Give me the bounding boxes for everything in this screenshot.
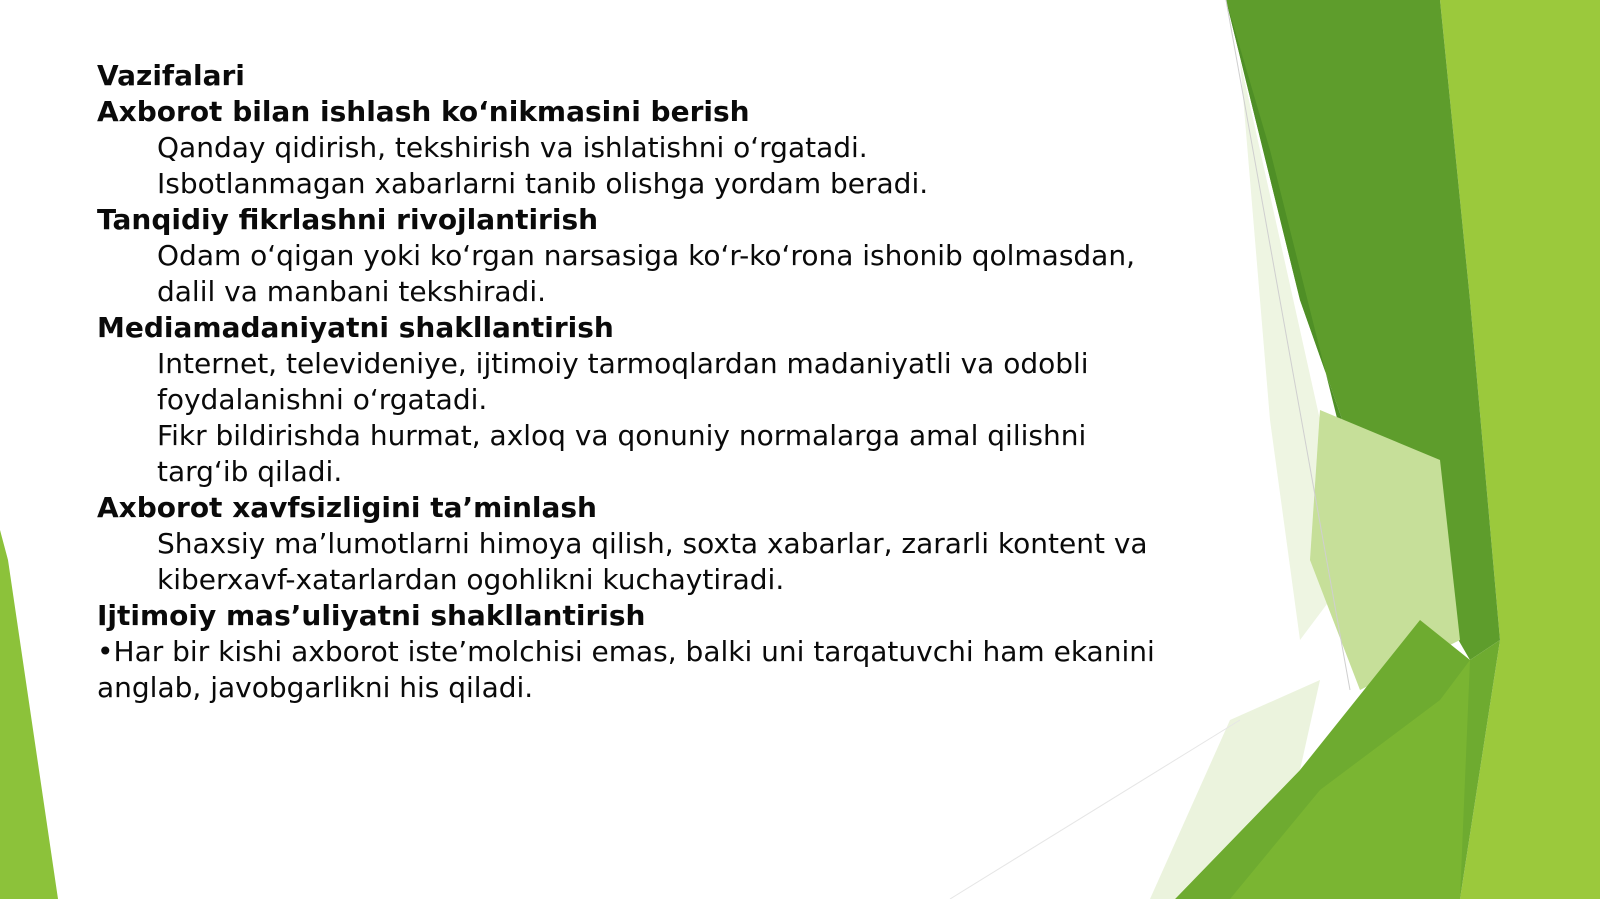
section-heading: Axborot xavfsizligini ta’minlash bbox=[97, 491, 597, 524]
indented-line: Qanday qidirish, tekshirish va ishlatishni o‘rgatadi. bbox=[157, 131, 868, 164]
slide-body bbox=[97, 58, 1207, 706]
left-green-sliver bbox=[0, 530, 58, 899]
body-line: anglab, javobgarlikni his qiladi. bbox=[97, 671, 534, 704]
slide-title: Vazifalari bbox=[97, 59, 245, 92]
section-heading: Tanqidiy fikrlashni rivojlantirish bbox=[97, 203, 599, 236]
body-line: •Har bir kishi axborot iste’molchisi emas, balki uni tarqatuvchi ham ekanini bbox=[97, 635, 1155, 668]
indented-line: Odam o‘qigan yoki ko‘rgan narsasiga ko‘r-ko‘rona ishonib qolmasdan, bbox=[157, 239, 1135, 272]
slide-lines bbox=[97, 94, 1207, 706]
section-heading: Ijtimoiy mas’uliyatni shakllantirish bbox=[97, 599, 646, 632]
indented-line: targ‘ib qiladi. bbox=[157, 455, 343, 488]
indented-line: Internet, televideniye, ijtimoiy tarmoqlardan madaniyatli va odobli bbox=[157, 347, 1089, 380]
section-heading: Mediamadaniyatni shakllantirish bbox=[97, 311, 614, 344]
indented-line: Shaxsiy ma’lumotlarni himoya qilish, soxta xabarlar, zararli kontent va bbox=[157, 527, 1148, 560]
indented-line: Isbotlanmagan xabarlarni tanib olishga yordam beradi. bbox=[157, 167, 929, 200]
indented-line: foydalanishni o‘rgatadi. bbox=[157, 383, 488, 416]
indented-line: dalil va manbani tekshiradi. bbox=[157, 275, 546, 308]
indented-line: Fikr bildirishda hurmat, axloq va qonuniy normalarga amal qilishni bbox=[157, 419, 1087, 452]
section-heading: Axborot bilan ishlash ko‘nikmasini berish bbox=[97, 95, 750, 128]
indented-line: kiberxavf-xatarlardan ogohlikni kuchaytiradi. bbox=[157, 563, 785, 596]
